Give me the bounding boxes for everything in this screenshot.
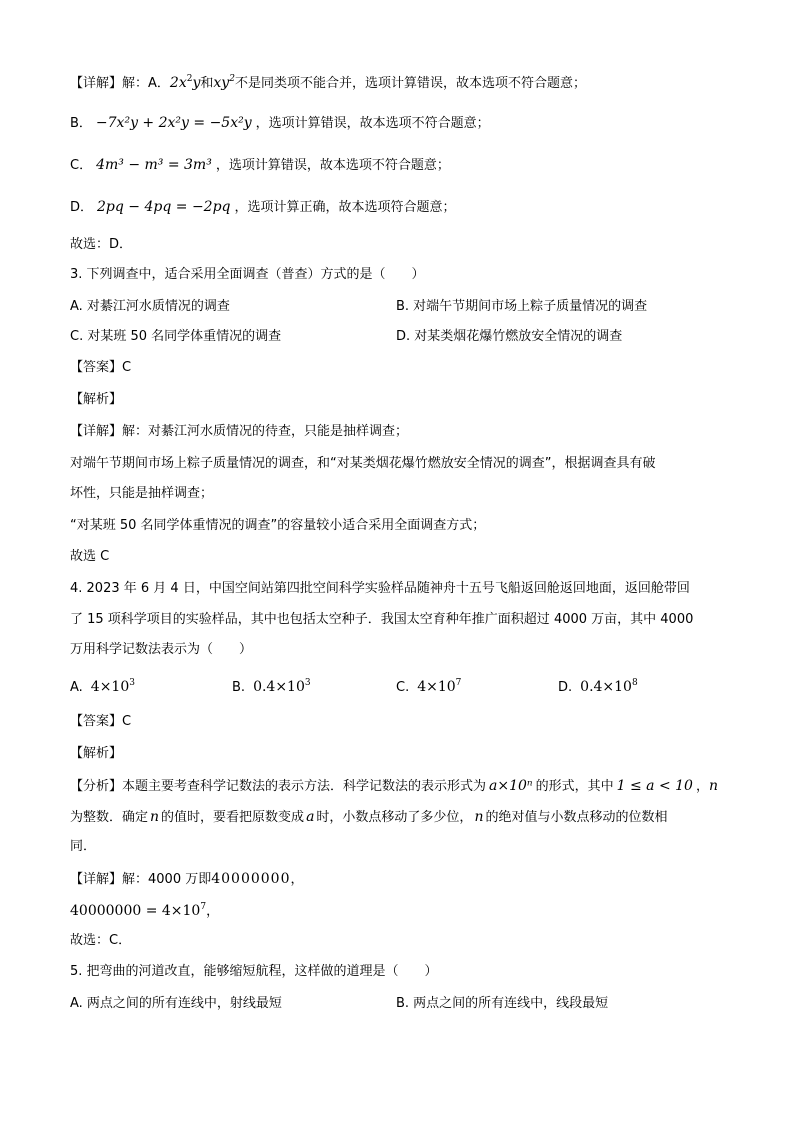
q2-detail-d <box>70 198 456 217</box>
q4-fenxi-1: 【分析】本题主要考查科学记数法的表示方法．科学记数法的表示形式为 a×10ⁿ 的形式，其中 1 ≤ a < 10 ，n <box>70 778 718 794</box>
q2-math-d: 2pq − 4pq = −2pq <box>97 199 231 215</box>
q3-answer: 【答案】C <box>70 360 132 375</box>
q4-option-a: A. $4\times 10^3$ <box>70 678 135 695</box>
q3-detail-1: 【详解】解：对綦江河水质情况的待查，只能是抽样调查； <box>70 424 409 439</box>
q3-analysis: 【解析】 <box>70 392 123 407</box>
q5-option-b: B. 两点之间的所有连线中，线段最短 <box>396 996 609 1011</box>
q4-stem-1: 4. 2023 年 6 月 4 日，中国空间站第四批空间科学实验样品随神舟十五号飞船返回舱返回地面，返回舱带回 <box>70 581 690 596</box>
q4-option-d: D. $0.4\times 10^8$ <box>558 678 638 695</box>
q3-detail-4: “对某班 50 名同学体重情况的调查”的容量较小适合采用全面调查方式； <box>70 518 486 533</box>
q4-answer: 【答案】C <box>70 714 132 729</box>
q3-option-c: C. 对某班 50 名同学体重情况的调查 <box>70 329 282 344</box>
q4-option-c: C. $4\times 10^7$ <box>396 678 462 695</box>
q2-detail-a-and: 和 <box>200 76 214 91</box>
q2-detail-c <box>70 156 450 175</box>
q3-detail-3: 坏性，只能是抽样调查； <box>70 486 214 501</box>
q2-detail-b-text: ，选项计算错误，故本选项不符合题意； <box>255 116 490 131</box>
q4-analysis: 【解析】 <box>70 746 123 761</box>
q3-option-d: D. 对某类烟花爆竹燃放安全情况的调查 <box>396 329 623 344</box>
q4-stem-2: 了 15 项科学项目的实验样品，其中也包括太空种子．我国太空育种年推广面积超过 4000 万亩，其中 4000 <box>70 612 694 627</box>
q3-stem: 3. 下列调查中，适合采用全面调查（普查）方式的是（ ） <box>70 267 425 282</box>
q3-option-a: A. 对綦江河水质情况的调查 <box>70 299 230 314</box>
q4-detail-1: 【详解】解：4000 万即40000000， <box>70 871 304 887</box>
q3-detail-2: 对端午节期间市场上粽子质量情况的调查，和“对某类烟花爆竹燃放安全情况的调查”，根据调查具有破 <box>70 456 656 471</box>
q4-detail-2: $40000000 = 4\times 10^7$， <box>70 902 220 919</box>
q5-stem: 5. 把弯曲的河道改直，能够缩短航程，这样做的道理是（ ） <box>70 964 438 979</box>
q4-conclusion: 故选：C． <box>70 933 132 948</box>
q2-detail-b <box>70 114 490 133</box>
q2-detail-d-prefix: D． <box>70 200 94 215</box>
q4-math-number: 40000000 <box>211 871 291 887</box>
q2-detail-b-prefix: B． <box>70 116 92 131</box>
q4-math-equation: 40000000 = 4×10 <box>70 903 201 919</box>
q2-math-c: 4m³ − m³ = 3m³ <box>96 157 212 173</box>
q2-detail-c-prefix: C． <box>70 158 93 173</box>
q2-detail-a <box>70 74 586 93</box>
q4-stem-3: 万用科学记数法表示为（ ） <box>70 642 253 657</box>
q2-math-b: −7x²y + 2x²y = −5x²y <box>95 115 252 131</box>
q5-option-a: A. 两点之间的所有连线中，射线最短 <box>70 996 282 1011</box>
q2-answer: 故选：D． <box>70 237 133 252</box>
q2-detail-d-text: ，选项计算正确，故本选项符合题意； <box>234 200 456 215</box>
q2-detail-a-prefix: 【详解】解：A． <box>70 76 170 91</box>
q2-math-a1: $2x^2y$ <box>169 74 201 91</box>
q4-math-sci: a×10ⁿ <box>489 778 533 794</box>
q2-detail-c-text: ，选项计算错误，故本选项不符合题意； <box>215 158 450 173</box>
q2-math-a2: $xy^2$ <box>213 74 235 91</box>
q3-option-b: B. 对端午节期间市场上粽子质量情况的调查 <box>396 299 648 314</box>
q4-fenxi-3: 同． <box>70 839 97 854</box>
q4-fenxi-2: 为整数．确定 n 的值时，要看把原数变成 a 时，小数点移动了多少位， n 的绝对值与小数点移动的位数相 <box>70 809 668 825</box>
q4-math-range: 1 ≤ a < 10 <box>616 778 693 794</box>
q3-conclusion: 故选 C <box>70 549 110 564</box>
q2-detail-a-text: 不是同类项不能合并，选项计算错误，故本选项不符合题意； <box>234 76 586 91</box>
q4-option-b: B. $0.4\times 10^3$ <box>232 678 311 695</box>
